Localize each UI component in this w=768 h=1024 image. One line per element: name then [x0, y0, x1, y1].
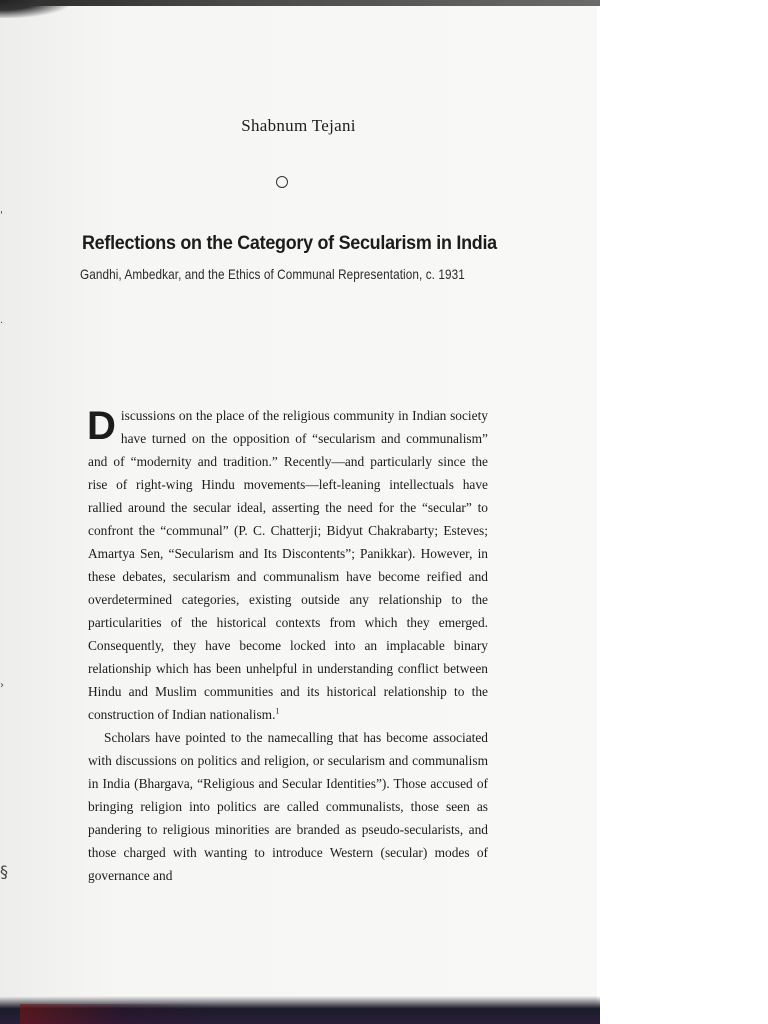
article-title: Reflections on the Category of Secularism in India	[82, 232, 497, 254]
scan-top-edge	[0, 0, 600, 6]
article-body	[88, 404, 488, 887]
paragraph-1-text: iscussions on the place of the religious community in Indian society have turned on the opposition of “secularism and communalism” and of “modernity and tradition.” Recently—and particularly since the rise of right-wing Hindu movements—left-leaning intellectuals have rallied around the secular ideal, asserting the need for the “secular” to confront the “communal” (P. C. Chatterji; Bidyut Chakrabarty; Esteves; Amartya Sen, “Secularism and Its Discontents”; Panikkar). However, in these debates, secularism and communalism have become reified and overdetermined categories, existing outside any relationship to the particularities of the historical contexts from which they emerged. Consequently, they have become locked into an implacable binary relationship which has been unhelpful in understanding conflict between Hindu and Muslim communities and its historical relationship to the construction of Indian nationalism.	[88, 408, 488, 722]
paragraph-1	[88, 404, 488, 726]
paragraph-2: Scholars have pointed to the namecalling that has become associated with discussions on politics and religion, or secularism and communalism in India (Bhargava, “Religious and Secular Identities”). Those accused of bringing religion into politics are called communalists, those seen as pandering to religious minorities are branded as pseudo-secularists, and those charged with wanting to introduce Western (secular) modes of governance and	[88, 730, 488, 883]
scan-background	[597, 0, 768, 1024]
footnote-marker[interactable]: 1	[275, 706, 280, 716]
margin-tick: '	[0, 210, 3, 221]
drop-cap: D	[87, 404, 116, 448]
margin-tick: §	[0, 862, 8, 881]
scan-bottom-cover	[20, 1004, 220, 1024]
author-name: Shabnum Tejani	[241, 116, 356, 135]
scan-corner-shadow	[0, 0, 70, 18]
margin-tick: ·	[0, 318, 4, 329]
circle-ornament-icon	[276, 176, 288, 188]
margin-tick: ›	[0, 680, 4, 691]
article-subtitle: Gandhi, Ambedkar, and the Ethics of Communal Representation, c. 1931	[80, 266, 465, 282]
